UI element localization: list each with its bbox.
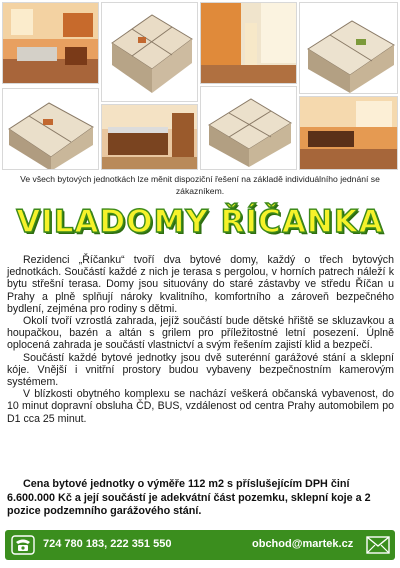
photo-hallway-orange (200, 2, 297, 84)
contact-bar (5, 530, 395, 560)
price-statement (7, 478, 397, 519)
interior-photo-collage (0, 0, 400, 172)
envelope-icon (366, 535, 390, 555)
telephone-icon (11, 535, 35, 555)
paragraph-units: Součástí každé bytové jednotky jsou dvě suterénní garážové stání a sklepní kóje. Vnější i vnitřní prostory budou vybaveny bezpečnostním kamerovým systémem. (7, 351, 394, 389)
paragraph-intro: Rezidenci „Říčanku“ tvoří dva bytové domy, každý o třech bytových jednotkách. Součástí každé z nich je terasa s pergolou, v horních patrech náleží k bytu střešní terasa. Domy jsou situovány do staré zástavby ve středu Říčan u Prahy a plně splňují nároky kvalitního, komfortního a zároveň bezpečného bydlení, zejména pro rodiny s dětmi. (7, 254, 394, 315)
email-link[interactable]: obchod@martek.cz (252, 538, 354, 550)
photo-floorplan-3d (101, 2, 198, 102)
page-title: VILADOMY ŘÍČANKA (16, 204, 384, 240)
photo-floorplan-3d-right (299, 2, 398, 94)
photo-caption: Ve všech bytových jednotkách lze měnit dispoziční řešení na základě individuálního jednání se zákazníkem. (20, 174, 380, 196)
price-text: Cena bytové jednotky o výměře 112 m2 s příslušejícím DPH činí 6.600.000 Kč a její součástí je adekvátní část pozemku, sklepní koje a 2 pozice podzemního garážového stání. (7, 478, 371, 517)
description-text (7, 254, 394, 425)
photo-living-room-orange (2, 2, 99, 84)
paragraph-location: V blízkosti obytného komplexu se nachází veškerá občanská vybavenost, do 10 minut dopravní obsluha ČD, BUS, vzdálenost od centra Prahy automobilem po D1 cca 25 minut. (7, 388, 394, 425)
paragraph-garden: Okolí tvoří vzrostlá zahrada, jejíž součástí bude dětské hřiště se skluzavkou a houpačkou, bazén a altán s grilem pro příležitostné letní posezení. Úplně oplocená zahrada je součástí vlastnictví a svým řešením zajistí klid a bezpečí. (7, 315, 394, 352)
photo-living-room-right (299, 96, 398, 170)
photo-kitchen (101, 104, 198, 170)
phone-numbers[interactable]: 724 780 183, 222 351 550 (43, 538, 172, 550)
title-banner (0, 204, 400, 254)
photo-floorplan-3d-bottom (200, 86, 297, 170)
photo-floorplan-3d-left (2, 88, 99, 170)
